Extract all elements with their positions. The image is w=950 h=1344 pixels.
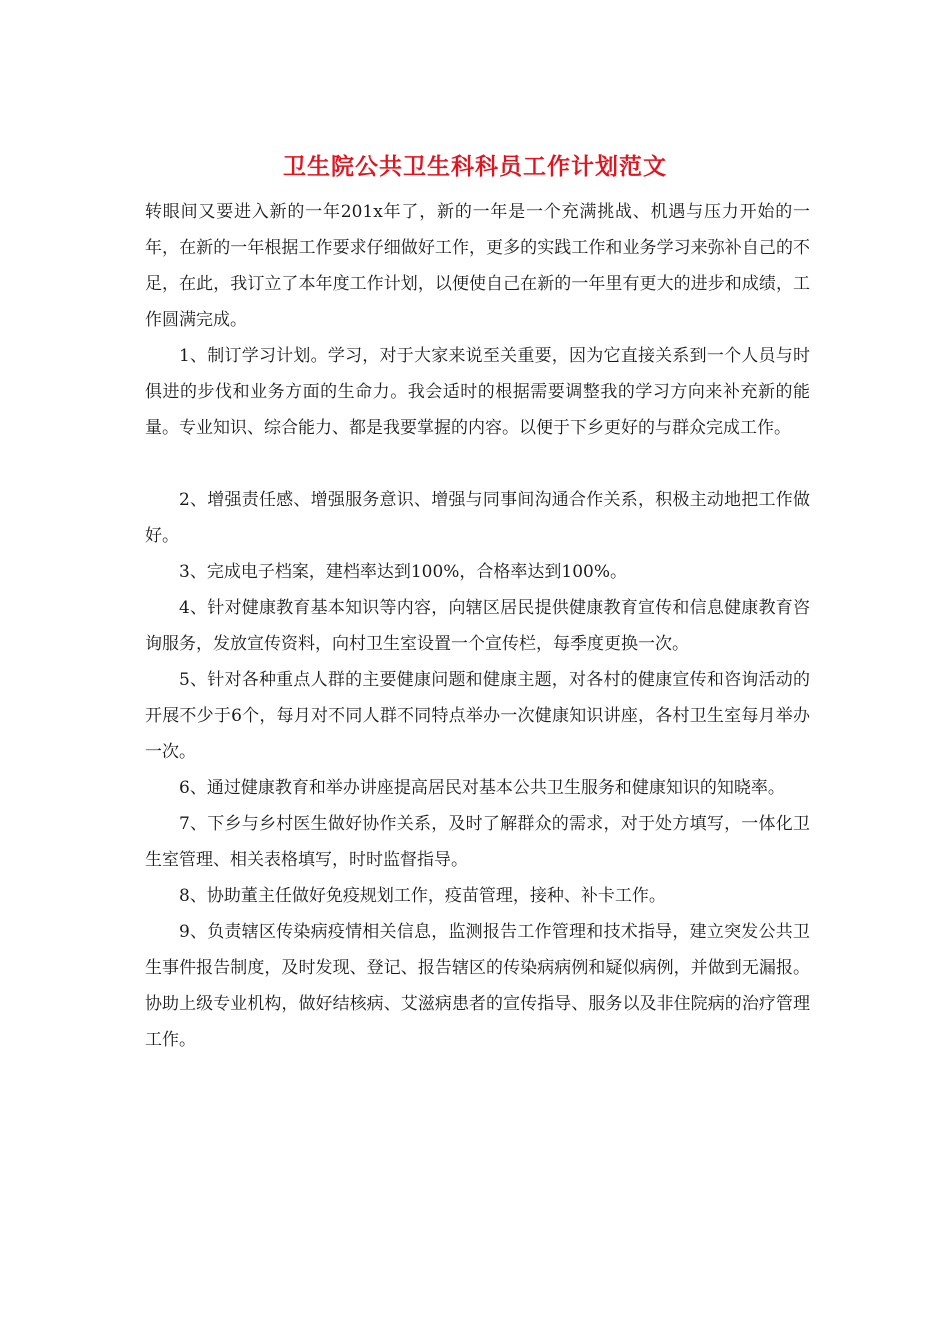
plan-item-6: 6、通过健康教育和举办讲座提高居民对基本公共卫生服务和健康知识的知晓率。: [179, 778, 785, 798]
plan-item-7: 7、下乡与乡村医生做好协作关系，及时了解群众的需求，对于处方填写，一体化卫生室管理、相关表格填写，时时监督指导。: [145, 814, 810, 870]
document-title: 卫生院公共卫生科科员工作计划范文: [283, 153, 667, 180]
plan-item-3: 3、完成电子档案，建档率达到100%，合格率达到100%。: [179, 562, 628, 582]
plan-item-4: 4、针对健康教育基本知识等内容，向辖区居民提供健康教育宣传和信息健康教育咨询服务，发放宣传资料，向村卫生室设置一个宣传栏，每季度更换一次。: [145, 598, 810, 654]
plan-item-9: 9、负责辖区传染病疫情相关信息，监测报告工作管理和技术指导，建立突发公共卫生事件报告制度，及时发现、登记、报告辖区的传染病病例和疑似病例，并做到无漏报。协助上级专业机构，做好结核病、艾滋病患者的宣传指导、服务以及非住院病的治疗管理工作。: [145, 922, 810, 1050]
plan-item-8: 8、协助董主任做好免疫规划工作，疫苗管理，接种、补卡工作。: [179, 886, 666, 906]
blank-line: [145, 446, 810, 482]
document-body: [145, 194, 810, 1058]
plan-item-1: 1、制订学习计划。学习，对于大家来说至关重要，因为它直接关系到一个人员与时俱进的步伐和业务方面的生命力。我会适时的根据需要调整我的学习方向来补充新的能量。专业知识、综合能力、都是我要掌握的内容。以便于下乡更好的与群众完成工作。: [145, 346, 810, 438]
plan-item-5: 5、针对各种重点人群的主要健康问题和健康主题，对各村的健康宣传和咨询活动的开展不少于6个，每月对不同人群不同特点举办一次健康知识讲座，各村卫生室每月举办一次。: [145, 670, 810, 762]
plan-item-2: 2、增强责任感、增强服务意识、增强与同事间沟通合作关系，积极主动地把工作做好。: [145, 490, 810, 546]
intro-paragraph: 转眼间又要进入新的一年201x年了，新的一年是一个充满挑战、机遇与压力开始的一年，在新的一年根据工作要求仔细做好工作，更多的实践工作和业务学习来弥补自己的不足，在此，我订立了本年度工作计划，以便使自己在新的一年里有更大的进步和成绩，工作圆满完成。: [145, 202, 810, 330]
